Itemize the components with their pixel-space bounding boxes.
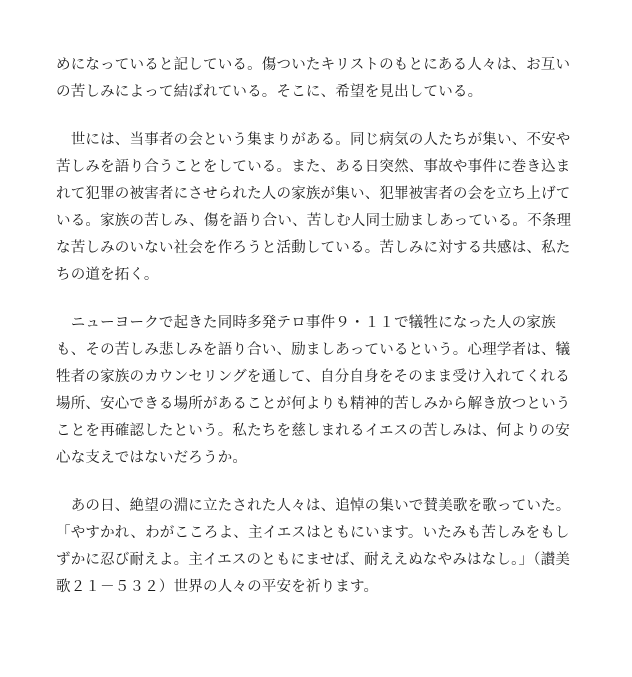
text-line: ニューヨークで起きた同時多発テロ事件９・１１で犠牲になった人の家族 xyxy=(56,315,556,331)
text-line: も、その苦しみ悲しみを語り合い、励ましあっているという。心理学者は、犠 xyxy=(56,342,571,358)
text-line: 牲者の家族のカウンセリングを通して、自分自身をそのまま受け入れてくれる xyxy=(56,369,570,385)
text-line: な苦しみのいない社会を作ろうと活動している。苦しみに対する共感は、私た xyxy=(56,240,571,256)
text-line: ことを再確認したという。私たちを慈しまれるイエスの苦しみは、何よりの安 xyxy=(56,423,570,439)
text-line: 歌２１－５３２）世界の人々の平安を祈ります。 xyxy=(56,579,379,595)
text-line: 「やすかれ、わがこころよ、主イエスはともにいます。いたみも苦しみをもし xyxy=(56,525,570,541)
text-line: ずかに忍び耐えよ。主イエスのともにませば、耐ええぬなやみはなし。」（讃美 xyxy=(56,552,571,568)
text-line: の苦しみによって結ばれている。そこに、希望を見出している。 xyxy=(56,84,483,100)
document-body xyxy=(56,52,584,622)
text-line: 心な支えではないだろうか。 xyxy=(56,450,248,466)
text-line: ちの道を拓く。 xyxy=(56,267,159,283)
text-line: 世には、当事者の会という集まりがある。同じ病気の人たちが集い、不安や xyxy=(56,132,571,148)
text-line: あの日、絶望の淵に立たされた人々は、追悼の集いで賛美歌を歌っていた。 xyxy=(56,498,571,514)
paragraph-4 xyxy=(56,493,584,601)
text-line: いる。家族の苦しみ、傷を語り合い、苦しむ人同士励ましあっている。不条理 xyxy=(56,213,572,229)
text-line: めになっていると記している。傷ついたキリストのもとにある人々は、お互い xyxy=(56,57,571,73)
text-line: 場所、安心できる場所があることが何よりも精神的苦しみから解き放つという xyxy=(56,396,571,412)
paragraph-3 xyxy=(56,310,584,472)
text-line: れて犯罪の被害者にさせられた人の家族が集い、犯罪被害者の会を立ち上げて xyxy=(56,186,571,202)
paragraph-1 xyxy=(56,52,584,106)
text-line: 苦しみを語り合うことをしている。また、ある日突然、事故や事件に巻き込ま xyxy=(56,159,571,175)
paragraph-2 xyxy=(56,127,584,289)
